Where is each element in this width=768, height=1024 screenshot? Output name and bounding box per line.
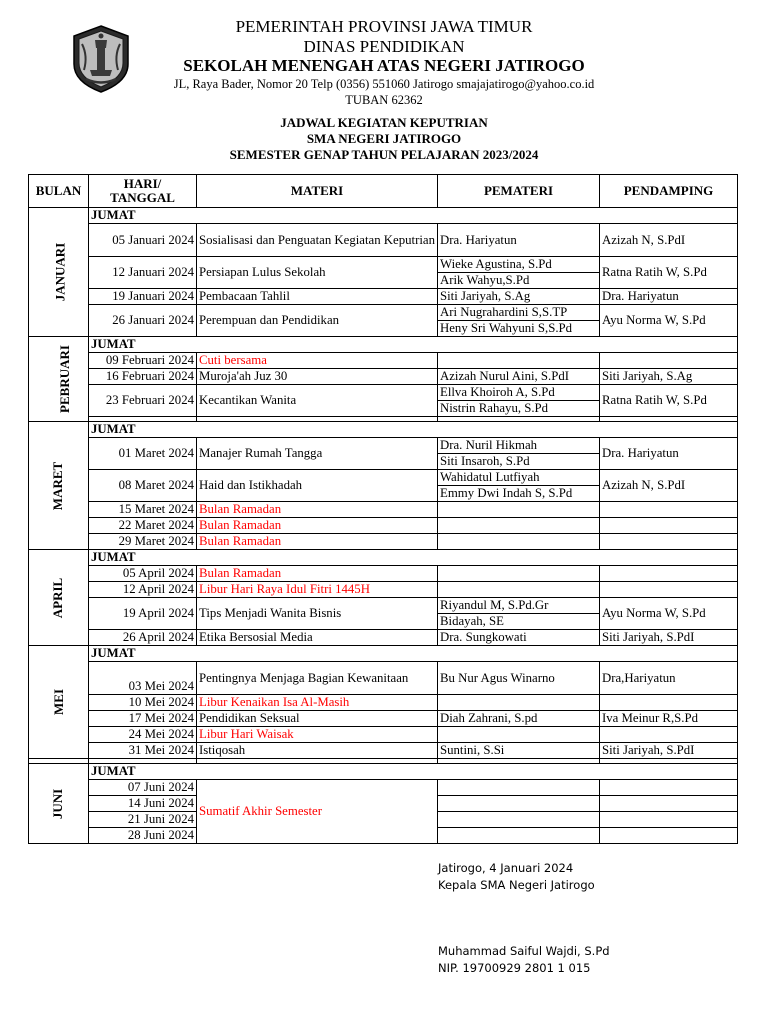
table-row (29, 550, 738, 566)
pemateri-cell: Riyandul M, S.Pd.Gr (438, 598, 600, 614)
pemateri-cell: Ari Nugrahardini S,S.TP (438, 305, 600, 321)
table-row (29, 353, 738, 369)
date-cell: 22 Maret 2024 (89, 518, 197, 534)
materi-cell: Pentingnya Menjaga Bagian Kewanitaan (197, 662, 438, 695)
pemateri-cell: Suntini, S.Si (438, 743, 600, 759)
signature-position: Kepala SMA Negeri Jatirogo (438, 878, 595, 892)
materi-cell: Kecantikan Wanita (197, 385, 438, 417)
table-row (29, 630, 738, 646)
office-name: DINAS PENDIDIKAN (303, 37, 465, 56)
table-row (29, 337, 738, 353)
pemateri-cell: Bidayah, SE (438, 614, 600, 630)
table-row (29, 369, 738, 385)
holiday-cell: Bulan Ramadan (197, 502, 438, 518)
gov-name: PEMERINTAH PROVINSI JAWA TIMUR (235, 17, 533, 36)
table-row (29, 438, 738, 454)
letterhead (0, 0, 768, 110)
pemateri-cell: Siti Insaroh, S.Pd (438, 454, 600, 470)
table-row (29, 289, 738, 305)
materi-cell: Sosialisasi dan Penguatan Kegiatan Keputrian (197, 224, 438, 257)
pendamping-cell: Ayu Norma W, S.Pd (600, 598, 738, 630)
pemateri-cell: Dra. Hariyatun (438, 224, 600, 257)
table-header-row (29, 175, 738, 208)
schedule-table (28, 174, 738, 844)
holiday-cell: Cuti bersama (197, 353, 438, 369)
holiday-cell: Bulan Ramadan (197, 518, 438, 534)
month-pebruari: PEBRUARI (29, 337, 89, 422)
date-cell: 17 Mei 2024 (89, 711, 197, 727)
date-cell: 03 Mei 2024 (89, 662, 197, 695)
pemateri-cell: Azizah Nurul Aini, S.PdI (438, 369, 600, 385)
pendamping-cell: Siti Jariyah, S.Ag (600, 369, 738, 385)
table-row (29, 305, 738, 321)
pemateri-cell: Emmy Dwi Indah S, S.Pd (438, 486, 600, 502)
table-row (29, 518, 738, 534)
table-row (29, 727, 738, 743)
date-cell: 31 Mei 2024 (89, 743, 197, 759)
school-name: SEKOLAH MENENGAH ATAS NEGERI JATIROGO (183, 56, 585, 75)
date-cell: 21 Juni 2024 (89, 812, 197, 828)
date-cell: 19 April 2024 (89, 598, 197, 630)
date-cell: 19 Januari 2024 (89, 289, 197, 305)
holiday-cell: Bulan Ramadan (197, 566, 438, 582)
doc-subtitle: SMA NEGERI JATIROGO (306, 131, 462, 146)
date-cell: 28 Juni 2024 (89, 828, 197, 844)
materi-cell: Persiapan Lulus Sekolah (197, 257, 438, 289)
month-mei: MEI (29, 646, 89, 759)
pemateri-cell: Siti Jariyah, S.Ag (438, 289, 600, 305)
date-cell: 01 Maret 2024 (89, 438, 197, 470)
pemateri-cell: Dra. Nuril Hikmah (438, 438, 600, 454)
col-header-pemateri: PEMATERI (438, 175, 600, 208)
pendamping-cell: Dra,Hariyatun (600, 662, 738, 695)
pemateri-cell: Arik Wahyu,S.Pd (438, 273, 600, 289)
col-header-pendamping: PENDAMPING (600, 175, 738, 208)
signature-name: Muhammad Saiful Wajdi, S.Pd (438, 944, 610, 958)
table-row (29, 208, 738, 224)
day-label: JUMAT (89, 337, 738, 353)
date-cell: 23 Februari 2024 (89, 385, 197, 417)
pemateri-cell (438, 353, 600, 369)
day-label: JUMAT (89, 208, 738, 224)
date-cell: 05 April 2024 (89, 566, 197, 582)
pemateri-cell: Nistrin Rahayu, S.Pd (438, 401, 600, 417)
pemateri-cell: Heny Sri Wahyuni S,S.Pd (438, 321, 600, 337)
table-row (29, 695, 738, 711)
holiday-cell: Libur Hari Waisak (197, 727, 438, 743)
day-label: JUMAT (89, 764, 738, 780)
table-row (29, 257, 738, 273)
pemateri-cell: Ellva Khoiroh A, S.Pd (438, 385, 600, 401)
date-cell: 29 Maret 2024 (89, 534, 197, 550)
pemateri-cell: Wahidatul Lutfiyah (438, 470, 600, 486)
table-row (29, 502, 738, 518)
month-januari: JANUARI (29, 208, 89, 337)
pendamping-cell: Dra. Hariyatun (600, 289, 738, 305)
school-city: TUBAN 62362 (345, 93, 423, 107)
materi-cell: Haid dan Istikhadah (197, 470, 438, 502)
date-cell: 05 Januari 2024 (89, 224, 197, 257)
pendamping-cell: Ayu Norma W, S.Pd (600, 305, 738, 337)
materi-cell: Tips Menjadi Wanita Bisnis (197, 598, 438, 630)
day-label: JUMAT (89, 646, 738, 662)
holiday-cell: Libur Hari Raya Idul Fitri 1445H (197, 582, 438, 598)
pendamping-cell: Dra. Hariyatun (600, 438, 738, 470)
date-cell: 07 Juni 2024 (89, 780, 197, 796)
table-row (29, 743, 738, 759)
date-cell: 26 April 2024 (89, 630, 197, 646)
month-juni: JUNI (29, 764, 89, 844)
materi-cell: Perempuan dan Pendidikan (197, 305, 438, 337)
pendamping-cell (600, 353, 738, 369)
table-row (29, 422, 738, 438)
doc-title: JADWAL KEGIATAN KEPUTRIAN (280, 115, 488, 130)
holiday-cell: Sumatif Akhir Semester (197, 780, 438, 844)
pendamping-cell: Ratna Ratih W, S.Pd (600, 385, 738, 417)
table-row (29, 711, 738, 727)
pemateri-cell: Bu Nur Agus Winarno (438, 662, 600, 695)
doc-semester: SEMESTER GENAP TAHUN PELAJARAN 2023/2024 (229, 147, 539, 162)
pendamping-cell: Azizah N, S.PdI (600, 470, 738, 502)
signature-place-date: Jatirogo, 4 Januari 2024 (438, 861, 574, 875)
materi-cell: Muroja'ah Juz 30 (197, 369, 438, 385)
table-row (29, 646, 738, 662)
pendamping-cell: Ratna Ratih W, S.Pd (600, 257, 738, 289)
table-row (29, 224, 738, 257)
month-maret: MARET (29, 422, 89, 550)
month-april: APRIL (29, 550, 89, 646)
school-address: JL, Raya Bader, Nomor 20 Telp (0356) 551060 Jatirogo smajajatirogo@yahoo.co.id (173, 77, 595, 91)
pemateri-cell: Diah Zahrani, S.pd (438, 711, 600, 727)
materi-cell: Istiqosah (197, 743, 438, 759)
signature-nip: NIP. 19700929 2801 1 015 (438, 961, 591, 975)
materi-cell: Manajer Rumah Tangga (197, 438, 438, 470)
date-cell: 10 Mei 2024 (89, 695, 197, 711)
table-row (29, 470, 738, 486)
date-cell: 26 Januari 2024 (89, 305, 197, 337)
holiday-cell: Bulan Ramadan (197, 534, 438, 550)
pemateri-cell: Wieke Agustina, S.Pd (438, 257, 600, 273)
materi-cell: Etika Bersosial Media (197, 630, 438, 646)
date-cell: 12 April 2024 (89, 582, 197, 598)
table-row (29, 764, 738, 780)
day-label: JUMAT (89, 550, 738, 566)
table-row (29, 534, 738, 550)
pendamping-cell: Iva Meinur R,S.Pd (600, 711, 738, 727)
col-header-materi: MATERI (197, 175, 438, 208)
table-row (29, 780, 738, 796)
date-cell: 12 Januari 2024 (89, 257, 197, 289)
pemateri-cell: Dra. Sungkowati (438, 630, 600, 646)
date-cell: 09 Februari 2024 (89, 353, 197, 369)
table-row (29, 566, 738, 582)
holiday-cell: Libur Kenaikan Isa Al-Masih (197, 695, 438, 711)
date-cell: 16 Februari 2024 (89, 369, 197, 385)
pendamping-cell: Siti Jariyah, S.PdI (600, 743, 738, 759)
date-cell: 24 Mei 2024 (89, 727, 197, 743)
date-cell: 15 Maret 2024 (89, 502, 197, 518)
pendamping-cell: Azizah N, S.PdI (600, 224, 738, 257)
table-row (29, 385, 738, 401)
table-row (29, 598, 738, 614)
col-header-tanggal: HARI/ TANGGAL (89, 175, 197, 208)
date-cell: 14 Juni 2024 (89, 796, 197, 812)
day-label: JUMAT (89, 422, 738, 438)
table-row (29, 582, 738, 598)
table-row (29, 662, 738, 695)
materi-cell: Pendidikan Seksual (197, 711, 438, 727)
pendamping-cell: Siti Jariyah, S.PdI (600, 630, 738, 646)
materi-cell: Pembacaan Tahlil (197, 289, 438, 305)
date-cell: 08 Maret 2024 (89, 470, 197, 502)
col-header-bulan: BULAN (29, 175, 89, 208)
